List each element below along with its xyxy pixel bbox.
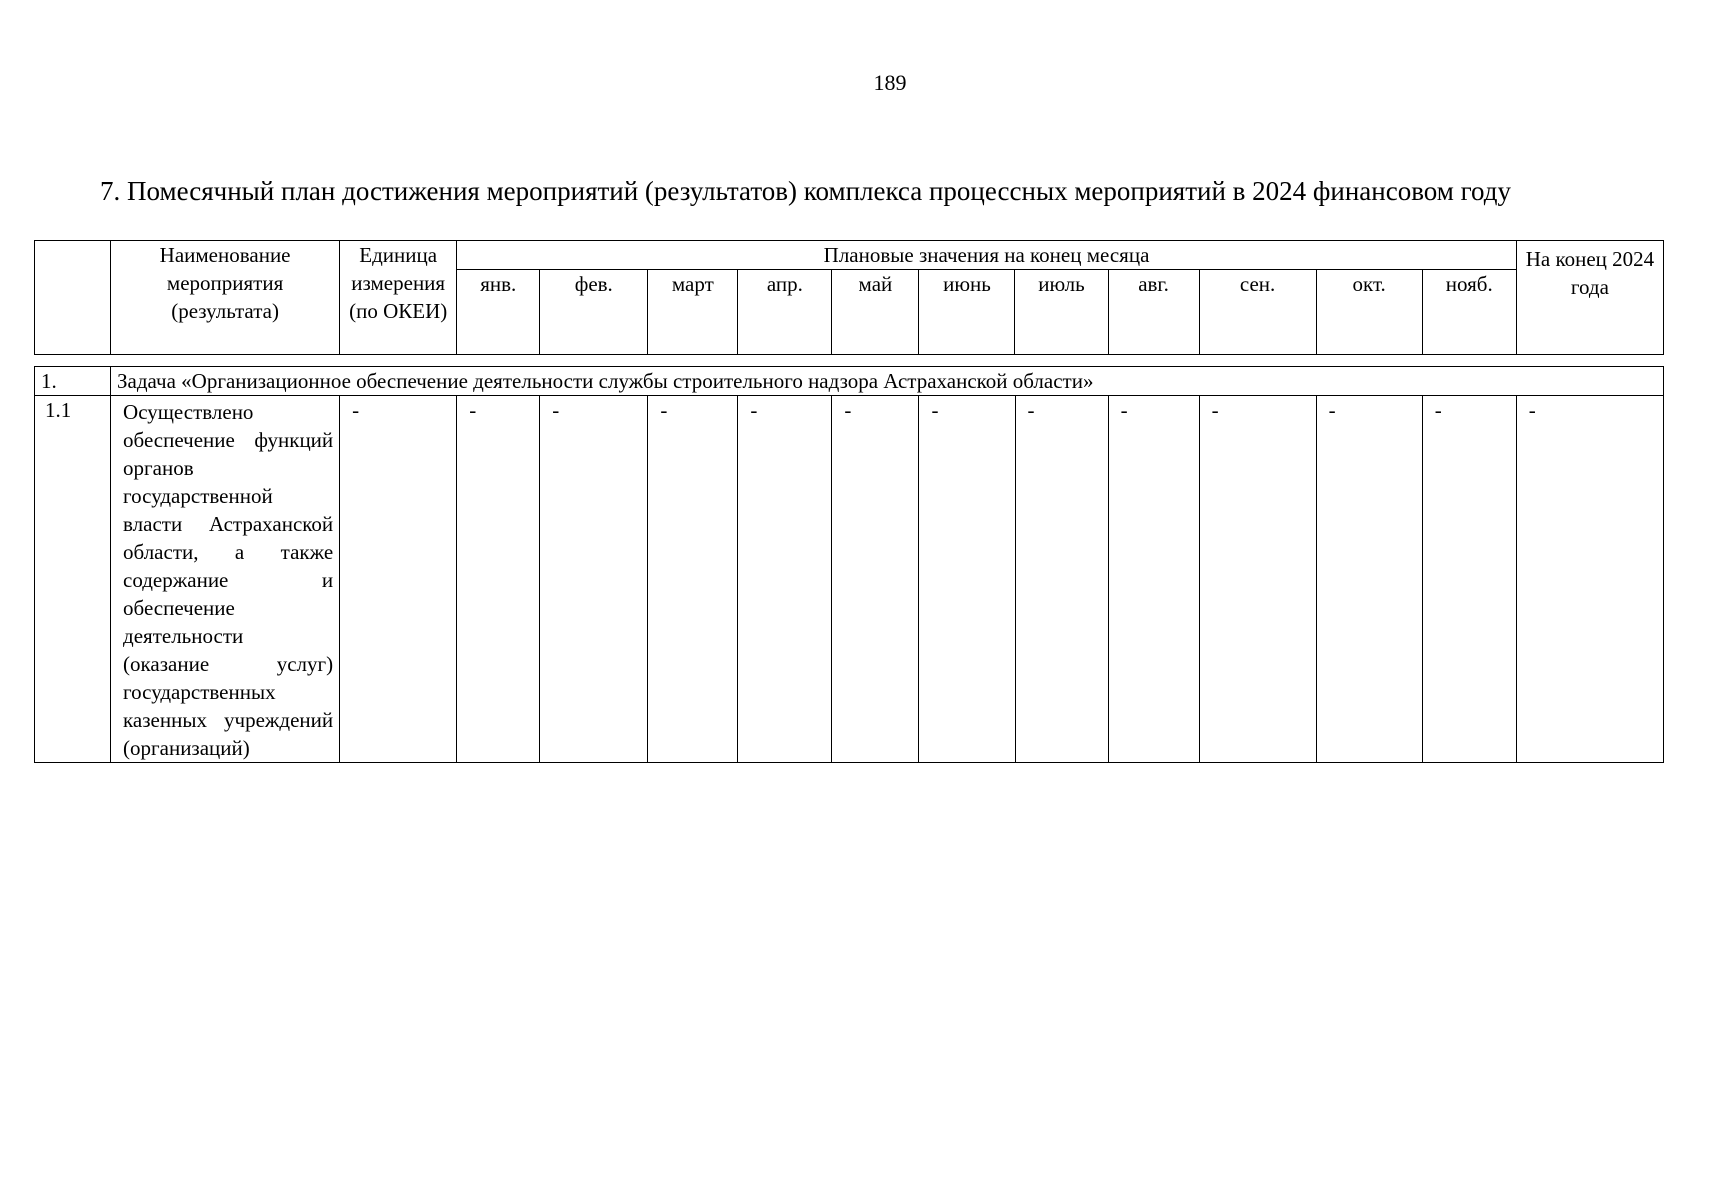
row-month-value: -	[457, 396, 540, 763]
header-unit: Единица измерения (по ОКЕИ)	[340, 241, 457, 355]
row-month-value: -	[1422, 396, 1516, 763]
header-month: нояб.	[1422, 270, 1516, 355]
row-month-value: -	[832, 396, 919, 763]
header-month: март	[648, 270, 738, 355]
page-number: 189	[873, 70, 907, 95]
plan-table-body	[34, 366, 1664, 763]
header-month: апр.	[738, 270, 832, 355]
row-month-value: -	[540, 396, 648, 763]
task-text: Задача «Организационное обеспечение деятельности службы строительного надзора Астраханской области»	[111, 367, 1664, 396]
row-month-value: -	[1108, 396, 1199, 763]
header-month: авг.	[1108, 270, 1199, 355]
row-month-value: -	[1199, 396, 1316, 763]
row-month-value: -	[1015, 396, 1108, 763]
row-month-value: -	[919, 396, 1015, 763]
header-month: июнь	[919, 270, 1015, 355]
header-planned-values: Плановые значения на конец месяца	[457, 241, 1517, 270]
header-month: фев.	[540, 270, 648, 355]
row-name: Осуществлено обеспечение функций органов государственной власти Астраханской области, а также содержание и обеспечение деятельности (оказание услуг) государственных казенных учреждений (организаций)	[111, 396, 340, 763]
header-month: янв.	[457, 270, 540, 355]
row-month-value: -	[1316, 396, 1422, 763]
header-year-end: На конец 2024 года	[1516, 241, 1663, 355]
row-unit: -	[340, 396, 457, 763]
task-number: 1.	[35, 367, 111, 396]
header-month: сен.	[1199, 270, 1316, 355]
header-month: окт.	[1316, 270, 1422, 355]
row-number: 1.1	[35, 396, 111, 763]
document-title: 7. Помесячный план достижения мероприятий (результатов) комплекса процессных мероприятий в 2024 финансовом году	[100, 176, 1511, 206]
row-year-end-value: -	[1516, 396, 1663, 763]
row-month-value: -	[648, 396, 738, 763]
row-month-value: -	[738, 396, 832, 763]
table-row	[35, 396, 1664, 763]
plan-table-header	[34, 240, 1664, 355]
header-name: Наименование мероприятия (результата)	[111, 241, 340, 355]
header-month: июль	[1015, 270, 1108, 355]
header-month: май	[832, 270, 919, 355]
header-number-cell	[35, 241, 111, 355]
